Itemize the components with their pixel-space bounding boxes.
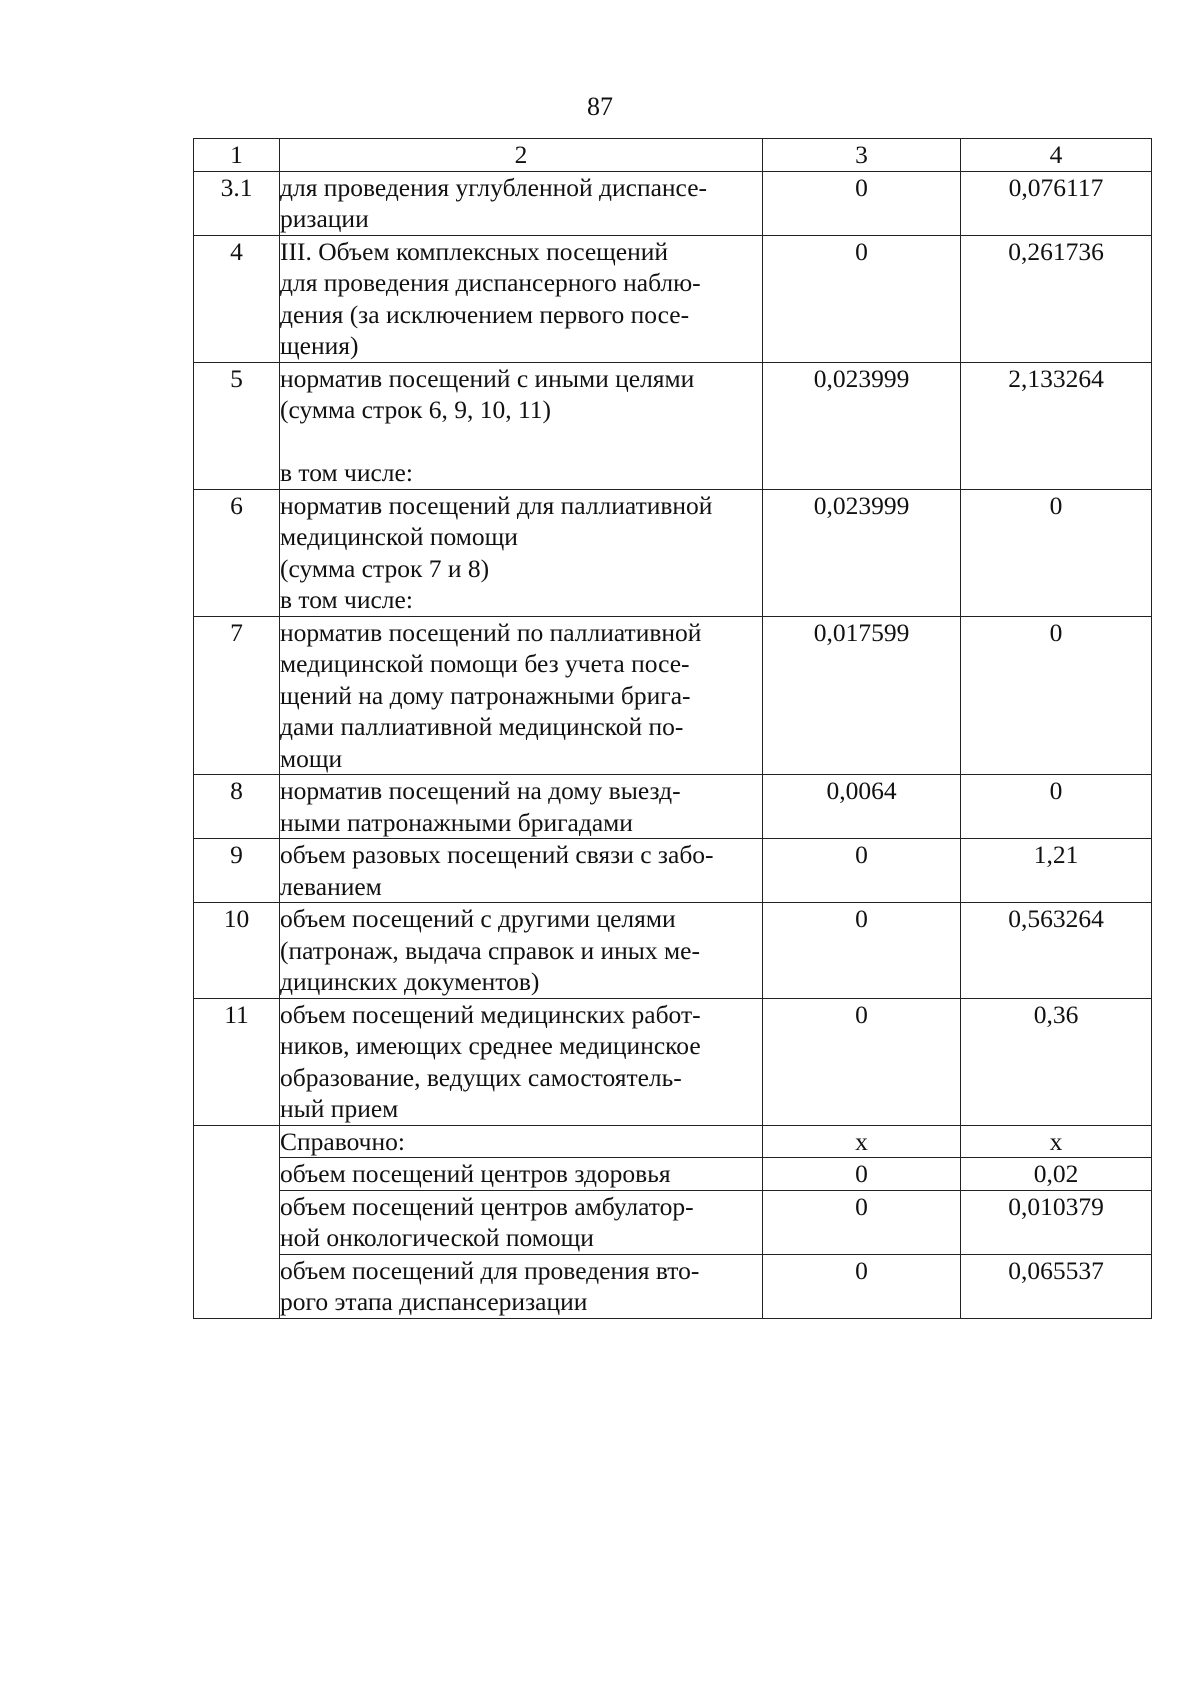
reference-value-col4: х [961, 1125, 1152, 1158]
table-row [194, 903, 1152, 999]
description-line: образование, ведущих самостоятель- [280, 1062, 682, 1092]
reference-value-col4: 0,010379 [961, 1190, 1152, 1254]
description-line: объем посещений центров здоровья [280, 1159, 671, 1188]
description-line: норматив посещений на дому выезд- [280, 776, 681, 805]
row-value-col4: 0,076117 [961, 171, 1152, 235]
reference-row [194, 1254, 1152, 1318]
description-line: мощи [280, 743, 343, 773]
row-number: 11 [194, 998, 280, 1125]
row-description [280, 362, 763, 489]
row-description [280, 998, 763, 1125]
description-line: ризации [280, 204, 369, 233]
reference-value-col4: 0,02 [961, 1158, 1152, 1191]
table-row [194, 998, 1152, 1125]
description-line: дицинских документов) [280, 967, 540, 996]
description-line: ной онкологической помощи [280, 1223, 594, 1252]
row-number: 3.1 [194, 171, 280, 235]
description-line: объем разовых посещений связи с забо- [280, 840, 714, 869]
table-row [194, 171, 1152, 235]
reference-value-col3: 0 [763, 1158, 961, 1191]
reference-value-col3: 0 [763, 1254, 961, 1318]
row-number: 9 [194, 839, 280, 903]
description-line: III. Объем комплексных посещений [280, 236, 669, 266]
row-description [280, 171, 763, 235]
row-value-col4: 0,563264 [961, 903, 1152, 999]
reference-number-cell [194, 1125, 280, 1318]
description-line: ный прием [280, 1094, 399, 1123]
description-line: норматив посещений по паллиативной [280, 617, 702, 647]
description-line: щения) [280, 331, 359, 360]
table-row [194, 839, 1152, 903]
description-line: дами паллиативной медицинской по- [280, 712, 684, 741]
row-value-col4: 0,36 [961, 998, 1152, 1125]
row-value-col4: 1,21 [961, 839, 1152, 903]
row-description [280, 1125, 763, 1158]
row-value-col3: 0 [763, 235, 961, 362]
description-line: Справочно: [280, 1126, 405, 1156]
norms-table [193, 138, 1152, 1319]
table-row [194, 489, 1152, 616]
row-value-col4: 0,261736 [961, 235, 1152, 362]
description-line: норматив посещений для паллиативной [280, 490, 713, 520]
description-line: ников, имеющих среднее медицинское [280, 1031, 701, 1060]
description-line: медицинской помощи без учета посе- [280, 649, 690, 678]
description-line: объем посещений для проведения вто- [280, 1255, 700, 1285]
reference-row [194, 1190, 1152, 1254]
row-number: 8 [194, 775, 280, 839]
row-description [280, 1254, 763, 1318]
column-name-header: 2 [280, 139, 763, 172]
row-number: 4 [194, 235, 280, 362]
column-value-2-header: 4 [961, 139, 1152, 172]
row-value-col4: 0 [961, 775, 1152, 839]
description-line: для проведения диспансерного наблю- [280, 268, 701, 297]
row-description [280, 1158, 763, 1191]
description-line: объем посещений медицинских работ- [280, 999, 701, 1029]
description-line: щений на дому патронажными брига- [280, 680, 691, 710]
row-value-col3: 0 [763, 998, 961, 1125]
header-row [194, 139, 1152, 172]
row-value-col3: 0,0064 [763, 775, 961, 839]
table-row [194, 362, 1152, 489]
column-value-1-header: 3 [763, 139, 961, 172]
row-number: 6 [194, 489, 280, 616]
row-value-col3: 0 [763, 839, 961, 903]
description-line: объем посещений с другими целями [280, 904, 676, 933]
table-row [194, 616, 1152, 775]
description-line: дения (за исключением первого посе- [280, 299, 690, 329]
reference-value-col3: 0 [763, 1190, 961, 1254]
row-value-col3: 0 [763, 171, 961, 235]
description-subnote: в том числе: [280, 458, 413, 487]
row-value-col3: 0 [763, 903, 961, 999]
row-description [280, 235, 763, 362]
description-line: (сумма строк 7 и 8) [280, 553, 490, 583]
table-row [194, 235, 1152, 362]
row-value-col4: 2,133264 [961, 362, 1152, 489]
row-value-col4: 0 [961, 489, 1152, 616]
description-line: для проведения углубленной диспансе- [280, 172, 708, 202]
row-description [280, 903, 763, 999]
description-line: объем посещений центров амбулатор- [280, 1191, 694, 1221]
row-value-col4: 0 [961, 616, 1152, 775]
row-description [280, 1190, 763, 1254]
row-description [280, 489, 763, 616]
column-number-header: 1 [194, 139, 280, 172]
row-value-col3: 0,017599 [763, 616, 961, 775]
row-description [280, 839, 763, 903]
page-number: 87 [587, 92, 613, 121]
description-line: медицинской помощи [280, 522, 518, 551]
description-line: рого этапа диспансеризации [280, 1287, 588, 1316]
description-line: леванием [280, 871, 382, 901]
row-value-col3: 0,023999 [763, 489, 961, 616]
reference-value-col3: х [763, 1125, 961, 1158]
description-line: (сумма строк 6, 9, 10, 11) [280, 395, 552, 424]
description-line: норматив посещений с иными целями [280, 363, 695, 393]
description-line: ными патронажными бригадами [280, 807, 633, 837]
reference-value-col4: 0,065537 [961, 1254, 1152, 1318]
row-description [280, 616, 763, 775]
row-value-col3: 0,023999 [763, 362, 961, 489]
table-row [194, 775, 1152, 839]
description-line: в том числе: [280, 585, 413, 614]
row-description [280, 775, 763, 839]
reference-row [194, 1158, 1152, 1191]
row-number: 7 [194, 616, 280, 775]
row-number: 10 [194, 903, 280, 999]
description-line: (патронаж, выдача справок и иных ме- [280, 935, 700, 965]
reference-row [194, 1125, 1152, 1158]
row-number: 5 [194, 362, 280, 489]
